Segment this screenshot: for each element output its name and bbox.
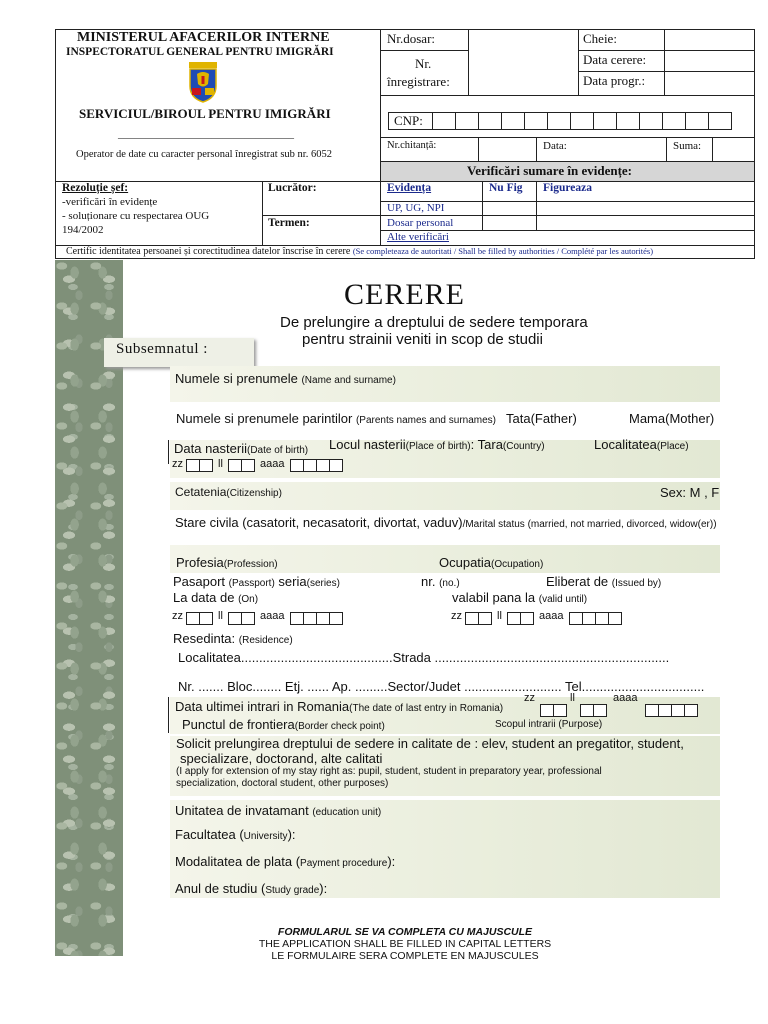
row-alte-verificari: Alte verificări <box>387 231 449 243</box>
evidenta-column: Evidența <box>387 182 432 194</box>
subsemnatul-label: Subsemnatul : <box>116 341 208 357</box>
field-valid-until[interactable]: valabil pana la (valid until) <box>452 590 588 605</box>
footer-line-fr: LE FORMULAIRE SERA COMPLETE EN MAJUSCULES <box>271 950 539 962</box>
nu-fig-column: Nu Fig <box>489 182 523 194</box>
service-name: SERVICIUL/BIROUL PENTRU IMIGRĂRI <box>79 106 331 121</box>
inspectorate-name: INSPECTORATUL GENERAL PENTRU IMIGRĂRI <box>66 46 334 58</box>
field-parents[interactable]: Numele si prenumele parintilor (Parents names and surnames) <box>176 411 497 426</box>
subsemnatul-box <box>104 338 254 367</box>
nr-chitanta-label: Nr.chitanță: <box>387 140 437 151</box>
dd-label: zz <box>451 610 462 622</box>
form-subtitle-2: pentru strainii veniti in scop de studii <box>302 331 543 348</box>
footer-line-ro: FORMULARUL SE VA COMPLETA CU MAJUSCULE <box>277 926 533 938</box>
field-university[interactable]: Facultatea (University): <box>175 827 296 842</box>
field-father[interactable]: Tata(Father) <box>506 411 577 426</box>
rezolutie-line-3: 194/2002 <box>62 224 104 236</box>
field-payment-procedure[interactable]: Modalitatea de plata (Payment procedure): <box>175 854 396 869</box>
field-birth-locality[interactable]: Localitatea(Place) <box>594 437 689 452</box>
verificari-heading: Verificări sumare în evidențe: <box>467 163 632 178</box>
form-subtitle-1: De prelungire a dreptului de sedere temporara <box>280 314 588 331</box>
row-dosar-personal: Dosar personal <box>387 217 454 229</box>
mm-label: ll <box>218 610 223 622</box>
mm-label: ll <box>570 692 575 704</box>
field-place-of-birth[interactable]: Locul nasterii(Place of birth): Tara(Country) <box>329 437 545 452</box>
field-date-of-birth[interactable]: Data nasterii(Date of birth) <box>174 441 309 456</box>
ministry-name: MINISTERUL AFACERILOR INTERNE <box>77 30 330 45</box>
operator-registration: Operator de date cu caracter personal înregistrat sub nr. 6052 <box>76 149 332 160</box>
nr-dosar-label: Nr.dosar: <box>387 31 436 46</box>
termen-label: Termen: <box>268 217 310 229</box>
form-title: CERERE <box>344 278 466 311</box>
figureaza-column: Figureaza <box>543 182 592 194</box>
field-mother[interactable]: Mama(Mother) <box>629 411 715 426</box>
row-up-ug-npi: UP, UG, NPI <box>387 202 445 214</box>
field-last-entry-date[interactable]: Data ultimei intrari in Romania(The date of last entry in Romania) <box>175 699 504 714</box>
yyyy-label: aaaa <box>539 610 564 622</box>
footer-line-en: THE APPLICATION SHALL BE FILLED IN CAPITAL LETTERS <box>258 938 552 950</box>
lucrator-label: Lucrător: <box>268 182 317 194</box>
field-passport-series[interactable]: Pasaport (Passport) seria(series) <box>173 574 340 589</box>
data-label: Data: <box>543 140 567 152</box>
dd-label: zz <box>172 610 183 622</box>
signature-line: ________________________________ <box>118 128 294 140</box>
field-issue-date[interactable]: La data de (On) <box>173 590 259 605</box>
coat-of-arms-emblem <box>186 60 220 104</box>
footer-instructions <box>200 926 610 962</box>
rezolutie-line-2: - soluționare cu respectarea OUG <box>62 210 210 222</box>
request-statement-en-2: specialization, doctoral student, other purposes) <box>176 778 389 789</box>
rezolutie-line-1: -verificări în evidențe <box>62 196 158 208</box>
field-profession[interactable]: Profesia(Profession) <box>176 555 278 570</box>
field-education-unit[interactable]: Unitatea de invatamant (education unit) <box>175 803 382 818</box>
mm-label: ll <box>218 458 223 470</box>
data-cerere-label: Data cerere: <box>583 52 647 67</box>
yyyy-label: aaaa <box>260 610 285 622</box>
field-study-grade[interactable]: Anul de studiu (Study grade): <box>175 881 328 896</box>
yyyy-label: aaaa <box>613 692 638 704</box>
cnp-label: CNP: <box>394 113 423 128</box>
nr-inregistrare-label-2: înregistrare: <box>387 74 450 89</box>
field-issued-by[interactable]: Eliberat de (Issued by) <box>546 574 662 589</box>
dd-label: zz <box>172 458 183 470</box>
mm-label: ll <box>497 610 502 622</box>
cheie-label: Cheie: <box>583 31 617 46</box>
field-residence-locality-street[interactable]: Localitatea..........................................Strada ................................................................. <box>178 650 670 665</box>
field-occupation[interactable]: Ocupatia(Ocupation) <box>439 555 544 570</box>
field-marital-status[interactable]: Stare civila (casatorit, necasatorit, divortat, vaduv)/Marital status (married, not married, divorced, widow(er)) <box>175 515 717 530</box>
field-residence-address-details[interactable]: Nr. ....... Bloc........ Etj. ...... Ap. .........Sector/Judet ........................... Tel.................................. <box>178 679 705 694</box>
request-statement-2: specializare, doctorand, alte calitati <box>180 751 383 766</box>
dd-label: zz <box>524 692 535 704</box>
field-entry-purpose[interactable]: Scopul intrarii (Purpose) <box>495 719 603 730</box>
suma-label: Suma: <box>673 140 702 152</box>
certification-text: Certific identitatea persoanei și corectitudinea datelor înscrise în cerere (Se completeaza de autoritati / Shall be filled by authorities / Complété par les autorités) <box>66 246 654 257</box>
field-residence[interactable]: Resedinta: (Residence) <box>173 631 293 646</box>
data-progr-label: Data progr.: <box>583 73 646 88</box>
field-border-checkpoint[interactable]: Punctul de frontiera(Border check point) <box>182 717 385 732</box>
rezolutie-heading: Rezoluție șef: <box>62 182 129 194</box>
request-statement-1: Solicit prelungirea dreptului de sedere in calitate de : elev, student an pregatitor, student, <box>176 736 684 751</box>
field-citizenship[interactable]: Cetatenia(Citizenship) <box>175 485 282 499</box>
request-statement-en-1: (I apply for extension of my stay right as: pupil, student, student in preparatory year, professional <box>176 766 602 777</box>
yyyy-label: aaaa <box>260 458 285 470</box>
field-name-surname[interactable]: Numele si prenumele (Name and surname) <box>175 371 396 386</box>
field-sex[interactable]: Sex: M , F <box>660 485 720 500</box>
field-passport-number[interactable]: nr. (no.) <box>421 574 460 589</box>
nr-inregistrare-label-1: Nr. <box>415 56 432 71</box>
